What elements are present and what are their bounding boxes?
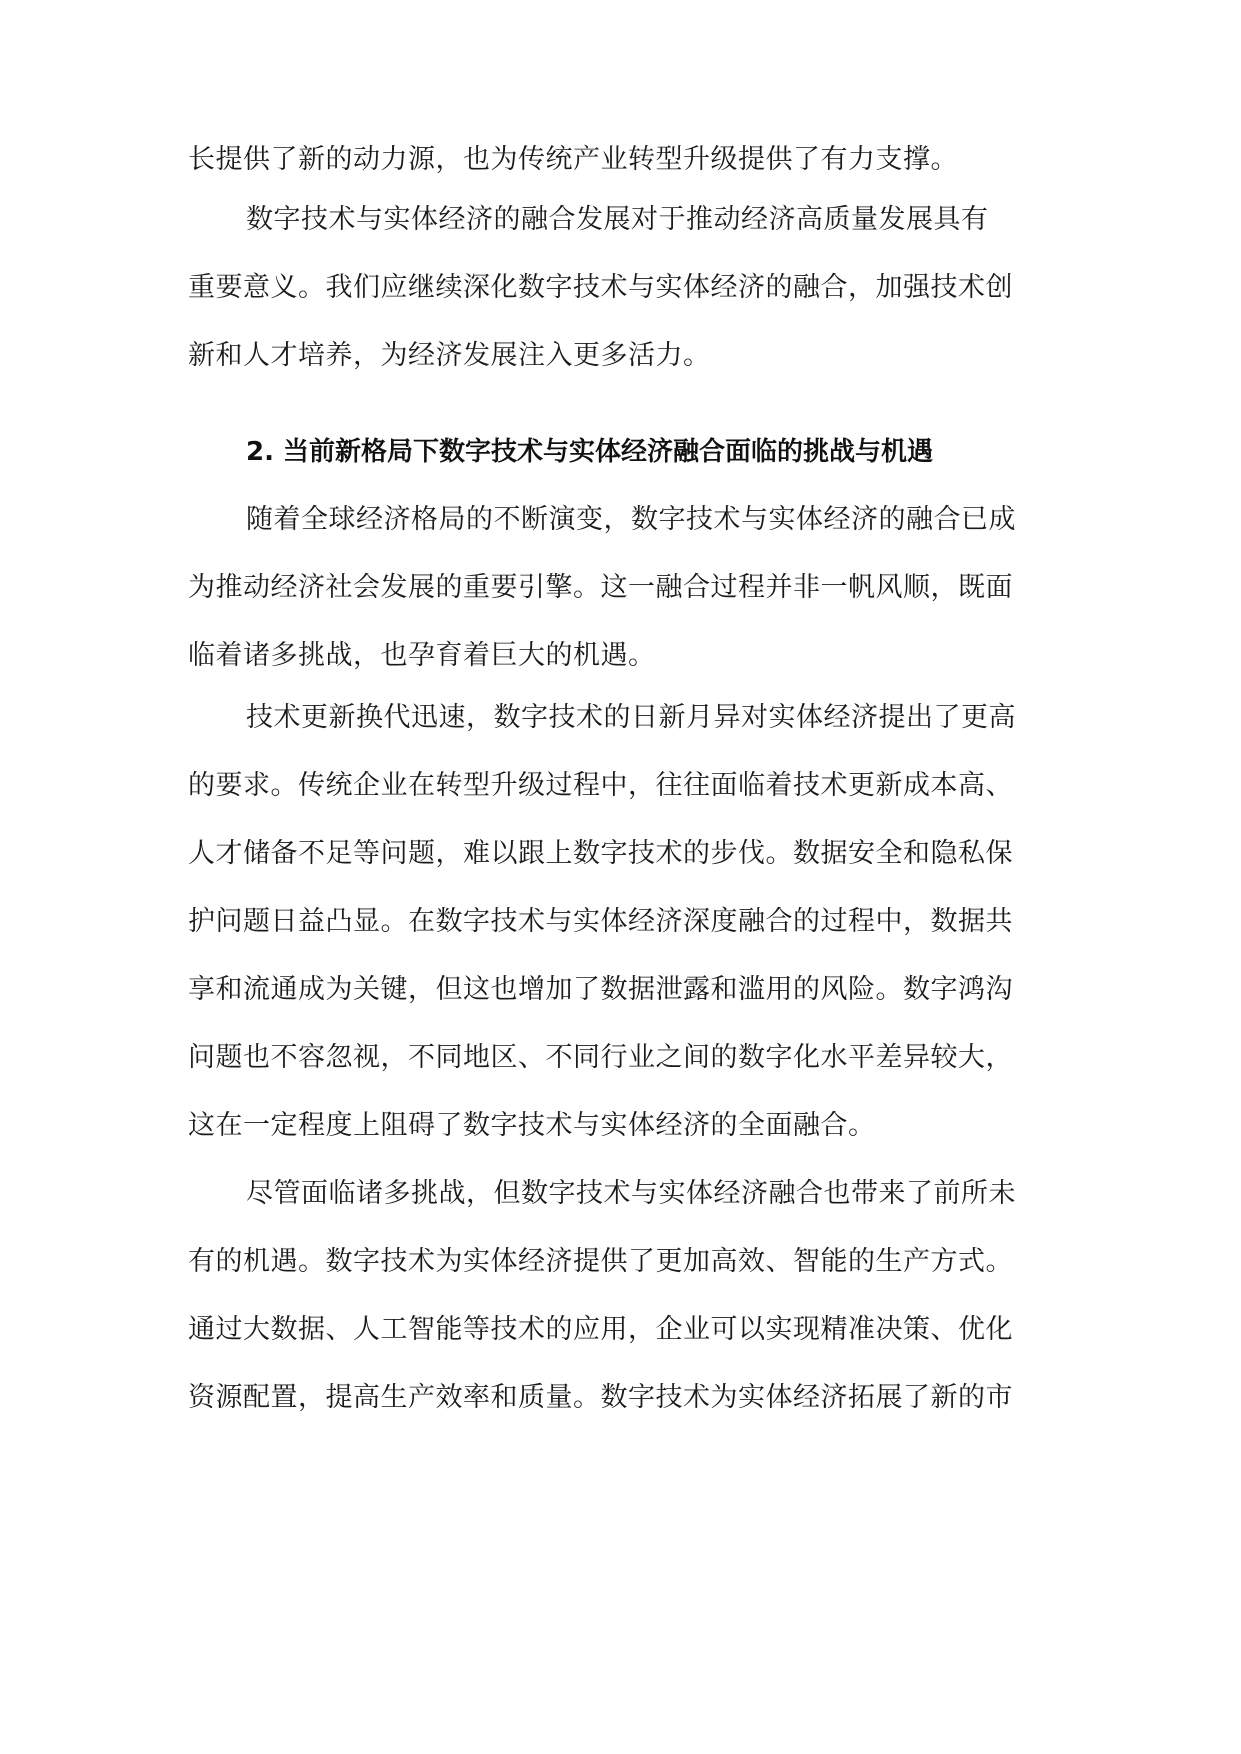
paragraph-line: 随着全球经济格局的不断演变，数字技术与实体经济的融合已成: [246, 504, 1016, 535]
paragraph-line: 技术更新换代迅速，数字技术的日新月异对实体经济提出了更高: [246, 702, 1016, 733]
paragraph-line: 数字技术与实体经济的融合发展对于推动经济高质量发展具有: [246, 204, 989, 235]
paragraph-line: 重要意义。我们应继续深化数字技术与实体经济的融合，加强技术创: [188, 272, 1013, 303]
paragraph-line: 资源配置，提高生产效率和质量。数字技术为实体经济拓展了新的市: [188, 1382, 1013, 1413]
paragraph-line: 临着诸多挑战，也孕育着巨大的机遇。: [188, 640, 656, 671]
paragraph-line: 人才储备不足等问题，难以跟上数字技术的步伐。数据安全和隐私保: [188, 838, 1013, 869]
paragraph-line: 为推动经济社会发展的重要引擎。这一融合过程并非一帆风顺，既面: [188, 572, 1013, 603]
section-heading: 2. 当前新格局下数字技术与实体经济融合面临的挑战与机遇: [246, 437, 934, 467]
paragraph-line: 有的机遇。数字技术为实体经济提供了更加高效、智能的生产方式。: [188, 1246, 1013, 1277]
paragraph-line: 护问题日益凸显。在数字技术与实体经济深度融合的过程中，数据共: [188, 906, 1013, 937]
paragraph-line: 问题也不容忽视，不同地区、不同行业之间的数字化水平差异较大，: [188, 1042, 1013, 1073]
paragraph-line: 这在一定程度上阻碍了数字技术与实体经济的全面融合。: [188, 1110, 876, 1141]
paragraph-line: 的要求。传统企业在转型升级过程中，往往面临着技术更新成本高、: [188, 770, 1013, 801]
paragraph-line: 享和流通成为关键，但这也增加了数据泄露和滥用的风险。数字鸿沟: [188, 974, 1013, 1005]
paragraph-line: 长提供了新的动力源，也为传统产业转型升级提供了有力支撑。: [188, 144, 958, 175]
paragraph-line: 新和人才培养，为经济发展注入更多活力。: [188, 340, 711, 371]
paragraph-line: 通过大数据、人工智能等技术的应用，企业可以实现精准决策、优化: [188, 1314, 1013, 1345]
paragraph-line: 尽管面临诸多挑战，但数字技术与实体经济融合也带来了前所未: [246, 1178, 1016, 1209]
